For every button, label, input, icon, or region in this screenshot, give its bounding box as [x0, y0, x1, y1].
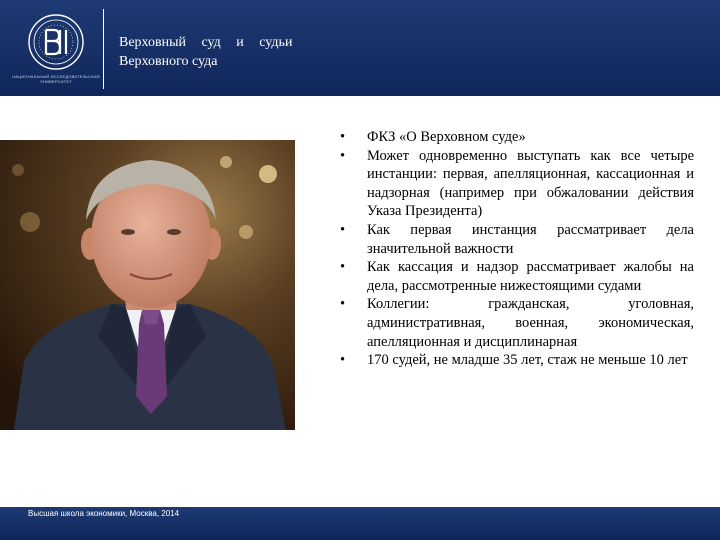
page-title	[119, 33, 379, 71]
bullet-item: • Может одновременно выступать как все четыре инстанции: первая, апелляционная, кассационная и надзорная (например при обжаловании действия Указа Президента)	[340, 147, 694, 221]
footer-text: Высшая школа экономики, Москва, 2014	[28, 509, 180, 518]
bullet-list	[340, 128, 694, 370]
bullet-item: • Коллегии: гражданская, уголовная, административная, военная, экономическая, апелляционная и дисциплинарная	[340, 295, 694, 351]
bullet-item: • Как кассация и надзор рассматривает жалобы на дела, рассмотренные нижестоящими судами	[340, 258, 694, 295]
portrait-photo	[0, 140, 295, 430]
bullet-item: • Как первая инстанция рассматривает дела значительной важности	[340, 221, 694, 258]
logo-caption: НАЦИОНАЛЬНЫЙ ИССЛЕДОВАТЕЛЬСКИЙ УНИВЕРСИТЕТ	[12, 74, 100, 84]
page-title-line-1: Верховный суд и судьи	[119, 35, 293, 50]
bullet-item: • 170 судей, не младше 35 лет, стаж не меньше 10 лет	[340, 351, 694, 370]
page-title-line-2: Верховного суда	[119, 54, 218, 69]
header-divider	[103, 9, 104, 89]
bullet-item: • ФКЗ «О Верховном суде»	[340, 128, 694, 147]
